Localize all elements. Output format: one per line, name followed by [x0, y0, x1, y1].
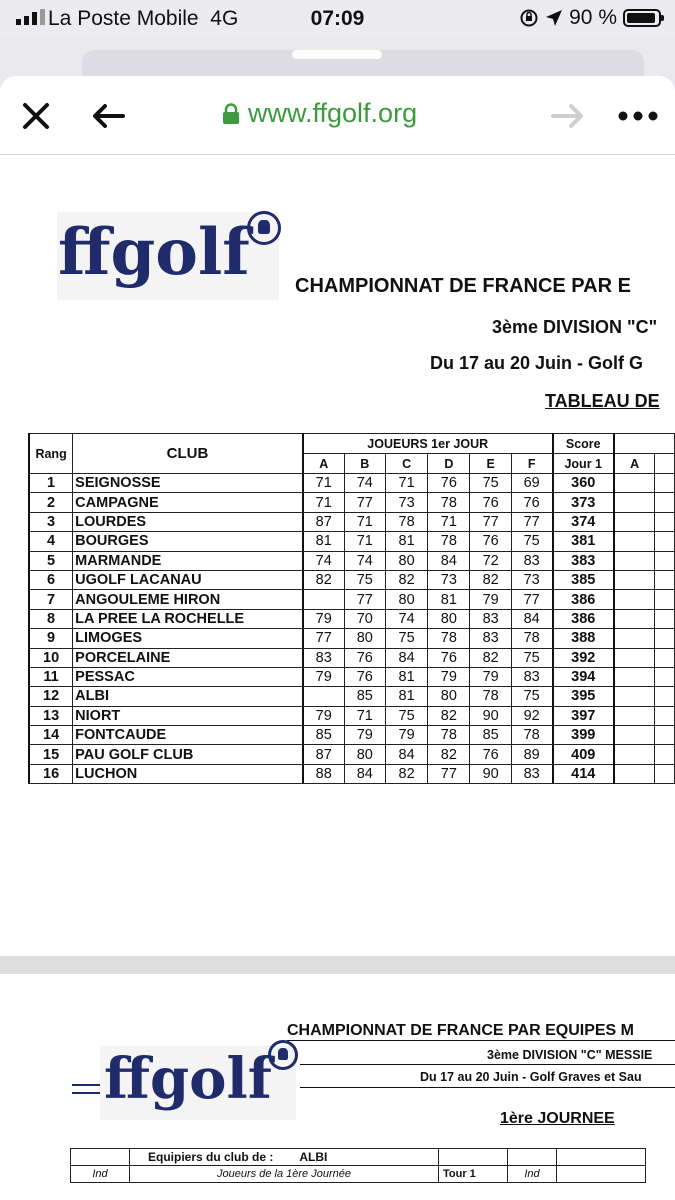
score-cell: 89 — [511, 745, 552, 764]
score-cell: 78 — [428, 629, 470, 648]
forward-arrow-icon[interactable] — [550, 100, 586, 132]
rang-cell: 10 — [29, 648, 73, 667]
total-cell: 374 — [553, 512, 614, 531]
total-cell: 395 — [553, 687, 614, 706]
page-separator — [0, 956, 675, 974]
score-cell: 76 — [470, 745, 511, 764]
club-cell: NIORT — [73, 706, 303, 725]
sub-tour: Tour 1 — [439, 1166, 508, 1183]
next-cell — [655, 667, 675, 686]
score-cell: 80 — [385, 551, 427, 570]
score-cell: 77 — [303, 629, 344, 648]
rang-cell: 11 — [29, 667, 73, 686]
score-cell: 75 — [385, 706, 427, 725]
score-cell: 83 — [511, 551, 552, 570]
total-cell: 373 — [553, 493, 614, 512]
doc-title: CHAMPIONNAT DE FRANCE PAR E — [295, 275, 631, 297]
table-row — [29, 609, 675, 628]
total-cell: 394 — [553, 667, 614, 686]
ffgolf-logo: ffgolf — [58, 215, 250, 290]
next-cell — [614, 609, 655, 628]
next-cell — [655, 687, 675, 706]
next-cell — [614, 474, 655, 493]
score-cell: 83 — [511, 764, 552, 783]
score-cell: 81 — [385, 687, 427, 706]
club-cell: PESSAC — [73, 667, 303, 686]
total-cell: 392 — [553, 648, 614, 667]
table-row — [29, 590, 675, 609]
score-cell: 73 — [428, 570, 470, 589]
total-cell: 409 — [553, 745, 614, 764]
next-cell — [655, 493, 675, 512]
col-next-b — [655, 454, 675, 474]
club-cell: LA PREE LA ROCHELLE — [73, 609, 303, 628]
table-row — [29, 706, 675, 725]
score-cell: 71 — [344, 706, 385, 725]
header-club: CLUB — [73, 434, 303, 474]
table-row — [29, 570, 675, 589]
score-cell: 79 — [385, 726, 427, 745]
score-cell: 79 — [303, 667, 344, 686]
score-cell: 76 — [470, 532, 511, 551]
score-cell: 79 — [470, 667, 511, 686]
score-cell: 70 — [344, 609, 385, 628]
rang-cell: 3 — [29, 512, 73, 531]
table-row — [29, 726, 675, 745]
url-text: www.ffgolf.org — [248, 98, 418, 128]
total-cell: 385 — [553, 570, 614, 589]
score-cell: 80 — [344, 745, 385, 764]
club-cell: LIMOGES — [73, 629, 303, 648]
next-cell — [614, 570, 655, 589]
score-cell: 81 — [303, 532, 344, 551]
next-cell — [614, 687, 655, 706]
next-cell — [614, 493, 655, 512]
sub-ind: Ind — [71, 1166, 130, 1183]
score-cell: 75 — [511, 532, 552, 551]
battery-percent: 90 % — [569, 6, 617, 29]
equipiers-club: ALBI — [299, 1150, 328, 1164]
next-cell — [655, 609, 675, 628]
total-cell: 399 — [553, 726, 614, 745]
score-cell: 81 — [385, 532, 427, 551]
table-row — [29, 629, 675, 648]
score-cell: 76 — [511, 493, 552, 512]
score-cell: 71 — [344, 532, 385, 551]
score-cell: 85 — [470, 726, 511, 745]
club-cell: LUCHON — [73, 764, 303, 783]
score-cell: 80 — [344, 629, 385, 648]
next-cell — [614, 532, 655, 551]
total-cell: 386 — [553, 590, 614, 609]
ffgolf-logo: ffgolf — [104, 1046, 272, 1112]
rang-cell: 14 — [29, 726, 73, 745]
pdf-page-1 — [0, 155, 675, 955]
score-cell: 77 — [344, 590, 385, 609]
score-cell: 74 — [303, 551, 344, 570]
next-cell — [655, 648, 675, 667]
club-cell: BOURGES — [73, 532, 303, 551]
total-cell: 381 — [553, 532, 614, 551]
status-bar — [0, 0, 675, 38]
score-cell: 71 — [344, 512, 385, 531]
rooster-seal-icon — [247, 211, 281, 245]
col-c: C — [385, 454, 427, 474]
score-cell: 72 — [470, 551, 511, 570]
next-cell — [655, 551, 675, 570]
next-cell — [655, 474, 675, 493]
pdf-page-2 — [0, 974, 675, 1200]
total-cell: 386 — [553, 609, 614, 628]
score-cell: 77 — [470, 512, 511, 531]
score-cell: 76 — [428, 474, 470, 493]
next-cell — [655, 629, 675, 648]
next-cell — [614, 726, 655, 745]
club-cell: PORCELAINE — [73, 648, 303, 667]
score-cell: 80 — [385, 590, 427, 609]
header-day1: JOUEURS 1er JOUR — [303, 434, 553, 454]
score-cell: 76 — [344, 648, 385, 667]
score-cell: 79 — [470, 590, 511, 609]
table-row — [29, 551, 675, 570]
rang-cell: 6 — [29, 570, 73, 589]
next-cell — [655, 590, 675, 609]
score-cell: 85 — [344, 687, 385, 706]
score-cell: 75 — [470, 474, 511, 493]
rang-cell: 7 — [29, 590, 73, 609]
score-cell: 78 — [470, 687, 511, 706]
score-cell: 84 — [428, 551, 470, 570]
club-cell: ALBI — [73, 687, 303, 706]
table-row — [29, 512, 675, 531]
club-cell: UGOLF LACANAU — [73, 570, 303, 589]
location-icon — [545, 9, 563, 27]
more-icon[interactable] — [617, 106, 659, 126]
score-cell: 82 — [428, 745, 470, 764]
lock-icon — [222, 103, 240, 125]
score-cell: 73 — [511, 570, 552, 589]
carrier-label: La Poste Mobile 4G — [48, 7, 239, 30]
next-cell — [614, 551, 655, 570]
sub-ind2: Ind — [508, 1166, 557, 1183]
score-cell: 87 — [303, 745, 344, 764]
total-cell: 397 — [553, 706, 614, 725]
doc-dates: Du 17 au 20 Juin - Golf Graves et Sau — [420, 1070, 642, 1084]
score-cell: 75 — [385, 629, 427, 648]
score-cell: 75 — [511, 687, 552, 706]
score-cell: 71 — [428, 512, 470, 531]
score-cell: 82 — [428, 706, 470, 725]
score-cell: 90 — [470, 706, 511, 725]
score-cell: 75 — [344, 570, 385, 589]
score-cell: 90 — [470, 764, 511, 783]
score-cell: 92 — [511, 706, 552, 725]
next-cell — [655, 764, 675, 783]
next-cell — [655, 532, 675, 551]
doc-division: 3ème DIVISION "C" — [492, 317, 658, 337]
score-cell: 81 — [428, 590, 470, 609]
score-cell: 76 — [470, 493, 511, 512]
club-cell: PAU GOLF CLUB — [73, 745, 303, 764]
next-cell — [614, 590, 655, 609]
rooster-seal-icon — [268, 1040, 298, 1070]
rang-cell: 9 — [29, 629, 73, 648]
score-cell: 78 — [428, 532, 470, 551]
score-cell: 74 — [344, 474, 385, 493]
rang-cell: 8 — [29, 609, 73, 628]
score-cell: 81 — [385, 667, 427, 686]
score-cell: 88 — [303, 764, 344, 783]
score-cell: 71 — [303, 474, 344, 493]
close-icon[interactable] — [20, 100, 52, 132]
score-cell: 82 — [385, 570, 427, 589]
score-cell: 74 — [385, 609, 427, 628]
url-bar[interactable] — [222, 98, 417, 129]
table-row — [29, 764, 675, 783]
results-table — [28, 433, 675, 784]
col-a: A — [303, 454, 344, 474]
score-cell: 78 — [428, 726, 470, 745]
header-score-day: Jour 1 — [553, 454, 614, 474]
orientation-lock-icon — [519, 8, 539, 28]
score-cell: 76 — [428, 648, 470, 667]
col-f: F — [511, 454, 552, 474]
sub-joueurs: Joueurs de la 1ère Journée — [130, 1166, 439, 1183]
table-row — [29, 687, 675, 706]
browser-sheet — [0, 76, 675, 1200]
score-cell: 78 — [428, 493, 470, 512]
club-cell: ANGOULEME HIRON — [73, 590, 303, 609]
score-cell: 77 — [511, 590, 552, 609]
score-cell: 69 — [511, 474, 552, 493]
total-cell: 414 — [553, 764, 614, 783]
score-cell: 79 — [344, 726, 385, 745]
next-cell — [614, 667, 655, 686]
score-cell: 75 — [511, 648, 552, 667]
next-cell — [655, 726, 675, 745]
total-cell: 360 — [553, 474, 614, 493]
table-row — [29, 493, 675, 512]
score-cell: 80 — [428, 609, 470, 628]
doc-dates: Du 17 au 20 Juin - Golf G — [430, 353, 644, 373]
score-cell: 79 — [428, 667, 470, 686]
doc-section: TABLEAU DE — [545, 391, 660, 411]
score-cell: 84 — [385, 745, 427, 764]
title-rule — [287, 1040, 675, 1041]
score-cell: 73 — [385, 493, 427, 512]
club-cell: LOURDES — [73, 512, 303, 531]
score-cell: 77 — [344, 493, 385, 512]
doc-division: 3ème DIVISION "C" MESSIE — [487, 1048, 653, 1062]
doc-title: CHAMPIONNAT DE FRANCE PAR EQUIPES M — [287, 1022, 634, 1039]
next-cell — [614, 648, 655, 667]
col-e: E — [470, 454, 511, 474]
header-rang: Rang — [29, 434, 73, 474]
score-cell: 84 — [344, 764, 385, 783]
col-next-a: A — [614, 454, 655, 474]
next-cell — [655, 570, 675, 589]
rang-cell: 2 — [29, 493, 73, 512]
rang-cell: 5 — [29, 551, 73, 570]
dates-rule — [300, 1087, 675, 1088]
score-cell: 71 — [385, 474, 427, 493]
score-cell: 76 — [344, 667, 385, 686]
rang-cell: 4 — [29, 532, 73, 551]
network-label: 4G — [210, 7, 239, 30]
total-cell: 388 — [553, 629, 614, 648]
score-cell: 87 — [303, 512, 344, 531]
score-cell: 74 — [344, 551, 385, 570]
header-next — [614, 434, 675, 454]
rang-cell: 16 — [29, 764, 73, 783]
next-cell — [614, 512, 655, 531]
status-time: 07:09 — [310, 7, 365, 30]
score-cell: 80 — [428, 687, 470, 706]
club-cell: MARMANDE — [73, 551, 303, 570]
score-cell — [303, 687, 344, 706]
table-row — [29, 648, 675, 667]
next-cell — [614, 764, 655, 783]
score-cell: 78 — [385, 512, 427, 531]
score-cell: 82 — [470, 648, 511, 667]
score-cell: 79 — [303, 706, 344, 725]
club-cell: SEIGNOSSE — [73, 474, 303, 493]
doc-section: 1ère JOURNEE — [500, 1110, 615, 1127]
club-cell: FONTCAUDE — [73, 726, 303, 745]
rang-cell: 12 — [29, 687, 73, 706]
equipiers-table — [70, 1148, 646, 1183]
division-rule — [300, 1064, 675, 1065]
equipiers-table-wrap — [70, 1148, 675, 1200]
score-cell — [303, 590, 344, 609]
score-cell: 82 — [385, 764, 427, 783]
score-cell: 79 — [303, 609, 344, 628]
score-cell: 83 — [470, 609, 511, 628]
next-cell — [614, 629, 655, 648]
next-cell — [655, 706, 675, 725]
table-row — [29, 532, 675, 551]
back-arrow-icon[interactable] — [90, 100, 126, 132]
score-cell: 71 — [303, 493, 344, 512]
rang-cell: 1 — [29, 474, 73, 493]
score-cell: 78 — [511, 726, 552, 745]
score-cell: 83 — [470, 629, 511, 648]
battery-icon — [623, 9, 661, 27]
score-cell: 82 — [470, 570, 511, 589]
score-cell: 83 — [511, 667, 552, 686]
equipiers-label: Equipiers du club de : ALBI — [130, 1149, 439, 1166]
table-row — [29, 745, 675, 764]
club-cell: CAMPAGNE — [73, 493, 303, 512]
next-cell — [655, 745, 675, 764]
col-b: B — [344, 454, 385, 474]
score-cell: 84 — [511, 609, 552, 628]
header-score: Score — [553, 434, 614, 454]
score-cell: 82 — [303, 570, 344, 589]
total-cell: 383 — [553, 551, 614, 570]
score-cell: 77 — [511, 512, 552, 531]
table-row — [29, 474, 675, 493]
score-cell: 78 — [511, 629, 552, 648]
next-cell — [655, 512, 675, 531]
rang-cell: 15 — [29, 745, 73, 764]
next-cell — [614, 745, 655, 764]
browser-toolbar — [0, 76, 675, 155]
col-d: D — [428, 454, 470, 474]
score-cell: 77 — [428, 764, 470, 783]
score-cell: 83 — [303, 648, 344, 667]
score-cell: 84 — [385, 648, 427, 667]
score-cell: 85 — [303, 726, 344, 745]
table-row — [29, 667, 675, 686]
sheet-grabber[interactable] — [292, 50, 382, 59]
rang-cell: 13 — [29, 706, 73, 725]
results-body — [29, 474, 675, 784]
next-cell — [614, 706, 655, 725]
